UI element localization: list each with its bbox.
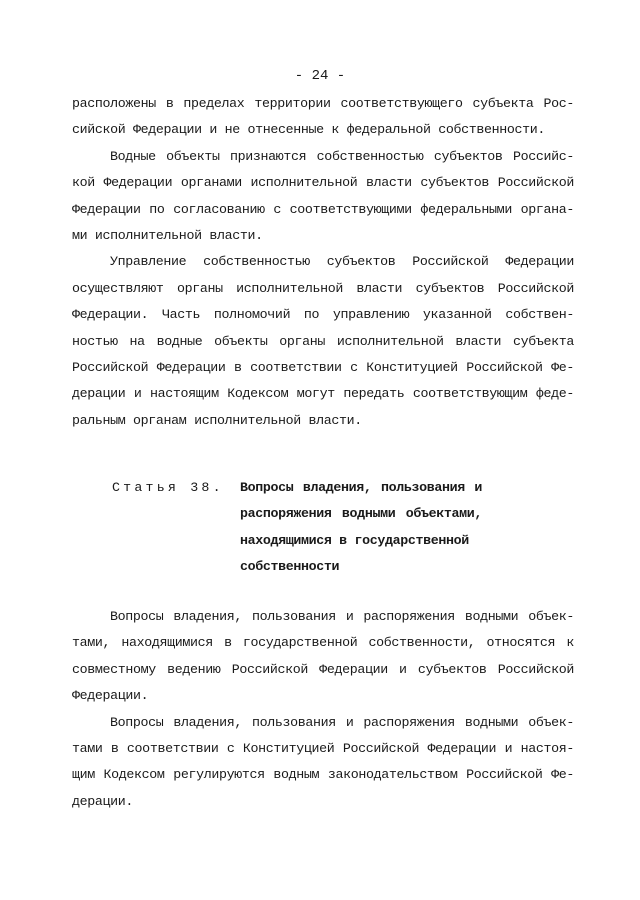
text-line: кой Федерации органами исполнительной власти субъектов Российской: [72, 175, 574, 191]
text-line: Водные объекты признаются собственностью субъектов Российс-: [110, 148, 574, 164]
text-line: тами в соответствии с Конституцией Российской Федерации и настоя-: [72, 740, 574, 756]
text-line: дерации.: [72, 793, 134, 809]
article-title-line: собственности: [240, 559, 340, 575]
text-line: сийской Федерации и не отнесенные к федеральной собственности.: [72, 122, 546, 138]
text-line: Федерации. Часть полномочий по управлению указанной собствен-: [72, 307, 574, 323]
article-title: [240, 475, 540, 581]
text-line: расположены в пределах территории соответствующего субъекта Рос-: [72, 96, 574, 111]
article-title-line: находящимися в государственной: [240, 532, 469, 548]
article-title-line: распоряжения водными объектами,: [240, 506, 482, 522]
text-line: Федерации.: [72, 688, 149, 704]
page-number: - 24 -: [294, 68, 346, 84]
text-line: ми исполнительной власти.: [72, 227, 263, 243]
text-line: ностью на водные объекты органы исполнительной власти субъекта: [72, 333, 574, 349]
text-line: совместному ведению Российской Федерации и субъектов Российской: [72, 661, 574, 677]
text-line: Российской Федерации в соответствии с Конституцией Российской Фе-: [72, 359, 574, 375]
text-line: дерации и настоящим Кодексом могут передать соответствующим феде-: [72, 386, 574, 402]
text-line: осуществляют органы исполнительной власти субъектов Российской: [72, 280, 574, 296]
article-label: Статья 38.: [112, 480, 224, 495]
article-title-line: Вопросы владения, пользования и: [240, 480, 482, 495]
text-line: ральным органам исполнительной власти.: [72, 412, 362, 428]
text-line: тами, находящимися в государственной собственности, относятся к: [72, 635, 574, 651]
text-line: Вопросы владения, пользования и распоряжения водными объек-: [110, 609, 574, 624]
text-line: щим Кодексом регулируются водным законодательством Российской Фе-: [72, 767, 574, 783]
text-block-bottom: [72, 604, 574, 815]
text-line: Управление собственностью субъектов Российской Федерации: [110, 254, 574, 270]
text-line: Вопросы владения, пользования и распоряжения водными объек-: [110, 714, 574, 730]
text-block-top: [72, 91, 574, 434]
text-line: Федерации по согласованию с соответствующими федеральными органа-: [72, 201, 574, 217]
